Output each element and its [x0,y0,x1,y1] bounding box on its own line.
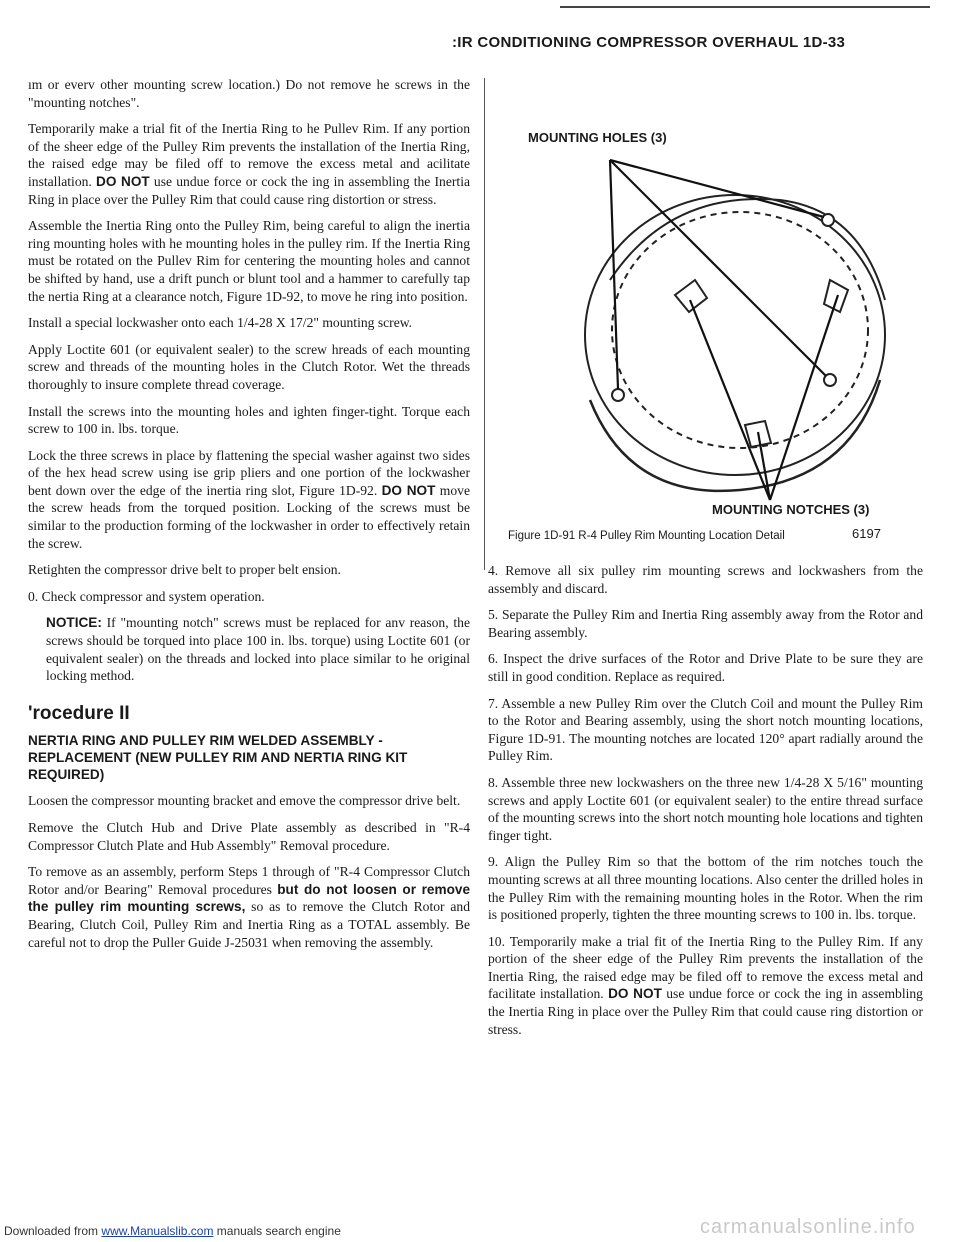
rim-outer-edge [585,195,885,475]
leader-notch-2 [770,295,838,500]
mounting-hole-1 [822,214,834,226]
leader-notch-3 [758,432,770,500]
manualslib-link[interactable]: www.Manualslib.com [101,1224,214,1238]
download-footer: Downloaded from www.Manualslib.com manuals search engine [4,1224,341,1238]
leader-notch-1 [690,300,770,500]
step: Loosen the compressor mounting bracket and emove the compressor drive belt. [28,793,461,809]
paragraph: Assemble the Inertia Ring onto the Pulley Rim, being careful to align the inertia ring mounting holes with he mounting holes in the pulley rim. If the Inertia Ring must be rotated on the Pullev Rim for centering the mounting holes and cannot be shifted by hand, use a drift punch or blunt tool and a hammer to carefully tap the nertia Ring at a clearance notch, Figure 1D-92, to move he ring into position. [28,218,470,304]
left-column [28,76,470,960]
step: 4. Remove all six pulley rim mounting screws and lockwashers from the assembly and discard. [488,563,923,596]
paragraph: ım or everv other mounting screw location.) Do not remove he screws in the "mounting notches". [28,77,470,110]
step: To remove as an assembly, perform Steps 1 through of "R-4 Compressor Clutch Rotor and/or Bearing" Removal procedures but do not loosen or remove the pulley rim mounting screws, so as to remove the Clutch Rotor and Bearing, Clutch Coil, Pulley Rim and Inertia Ring as a TOTAL assembly. Be careful not to drop the Puller Guide J-25031 when removing the assembly. [28,864,470,950]
step: 9. Align the Pulley Rim so that the bottom of the rim notches touch the mounting screws at all three mounting locations. Also center the drilled holes in the Pulley Rim with the remaining mounting holes in the Rotor. When the rim is positioned properly, tighten the three mounting screws to 100 in. lbs. torque. [488,854,923,923]
paragraph: 0. Check compressor and system operation. [28,588,265,604]
figure-caption: Figure 1D-91 R-4 Pulley Rim Mounting Location Detail [508,530,785,542]
leader-hole-1 [610,160,824,217]
figure-pulley-rim [490,80,930,558]
rim-inner-edge [612,212,868,448]
paragraph: Install a special lockwasher onto each 1/4-28 X 17/2" mounting screw. [28,315,413,331]
header-rule [560,6,930,8]
do-not-emphasis: DO NOT [608,986,662,1002]
figure-number: 6197 [852,526,881,541]
paragraph: Temporarily make a trial fit of the Inertia Ring to he Pullev Rim. If any portion of the sheer edge of the Pulley Rim prevents the installation of the Inertia Ring, the raised edge may be filed off to remove the excess metal and acilitate installation. DO NOT use undue force or cock the ing in assembling the Inertia Ring in place over the Pulley Rim that could cause ring distortion or stress. [28,121,470,207]
step: 8. Assemble three new lockwashers on the three new 1/4-28 X 5/16" mounting screws and apply Loctite 601 (or equivalent sealer) to the entire thread surface of the mounting screws into the short notch mounting hole locations and tighten finger tight. [488,774,923,843]
do-not-emphasis: DO NOT [381,482,436,498]
page-header: :IR CONDITIONING COMPRESSOR OVERHAUL 1D-33 [452,34,846,51]
paragraph: Retighten the compressor drive belt to proper belt ension. [28,562,341,578]
leader-hole-3 [610,160,618,389]
paragraph: Lock the three screws in place by flattening the special washer against two sides of the hex head screw using ise grip pliers and one portion of the lockwasher bent down over the edge of the inertia ring slot, Figure 1D-92. DO NOT move the screw heads from the torqued position. Locking of the screws must be similar to the production forming of the lockwasher in order to effectively retain the screw. [28,447,470,551]
paragraph: Apply Loctite 601 (or equivalent sealer) to the screw hreads of each mounting screw and threads of the mounting holes in the Clutch Rotor. Wet the threads thoroughly to insure complete thread coverage. [28,341,470,392]
label-mounting-holes: MOUNTING HOLES (3) [528,130,667,145]
warning-emphasis: but do not loosen or remove the pulley rim mounting screws, [28,881,470,915]
step: Remove the Clutch Hub and Drive Plate assembly as described in "R-4 Compressor Clutch Plate and Hub Assembly" Removal procedure. [28,820,470,853]
label-mounting-notches: MOUNTING NOTCHES (3) [712,502,870,517]
notice-label: NOTICE: [46,615,102,631]
figure-border [484,78,485,570]
paragraph: Install the screws into the mounting holes and ighten finger-tight. Torque each screw to 100 in. lbs. torque. [28,403,470,437]
step: 6. Inspect the drive surfaces of the Rotor and Drive Plate to be sure they are still in good condition. Replace as required. [488,651,923,684]
step: 10. Temporarily make a trial fit of the Inertia Ring to the Pulley Rim. If any portion of the sheer edge of the Pulley Rim prevents the installation of the Inertia Ring, the raised edge may be filed off to remove the excess metal and facilitate installation. DO NOT use undue force or cock the ing in assembling the Inertia Ring in place over the Pulley Rim that could cause ring distortion or stress. [488,933,923,1037]
do-not-emphasis: DO NOT [96,173,150,189]
notch-right [824,280,848,312]
notice: NOTICE: If "mounting notch" screws must be replaced for anv reason, the screws should be torqued into place 100 in. lbs. torque) using Loctite 601 (or equivalent sealer) on the threads and locked into place similar to he original locking method. [46,615,470,684]
procedure-subtitle: NERTIA RING AND PULLEY RIM WELDED ASSEMBLY - REPLACEMENT (NEW PULLEY RIM AND NERTIA RING KIT REQUIRED) [28,733,408,783]
step: 7. Assemble a new Pulley Rim over the Clutch Coil and mount the Pulley Rim to the Rotor and Bearing assembly, using the short notch mounting locations, Figure 1D-91. The mounting notches are located 120° apart radially around the Pulley Rim. [488,695,923,764]
watermark: carmanualsonline.info [700,1216,916,1238]
pulley-rim-illustration [490,80,930,558]
notch-left [675,280,707,312]
leader-hole-2 [610,160,826,376]
rim-upper-lip [610,199,885,300]
mounting-hole-3 [612,389,624,401]
step: 5. Separate the Pulley Rim and Inertia Ring assembly away from the Rotor and Bearing assembly. [488,607,923,640]
procedure-title: 'rocedure II [28,702,130,724]
right-column [488,562,923,1047]
